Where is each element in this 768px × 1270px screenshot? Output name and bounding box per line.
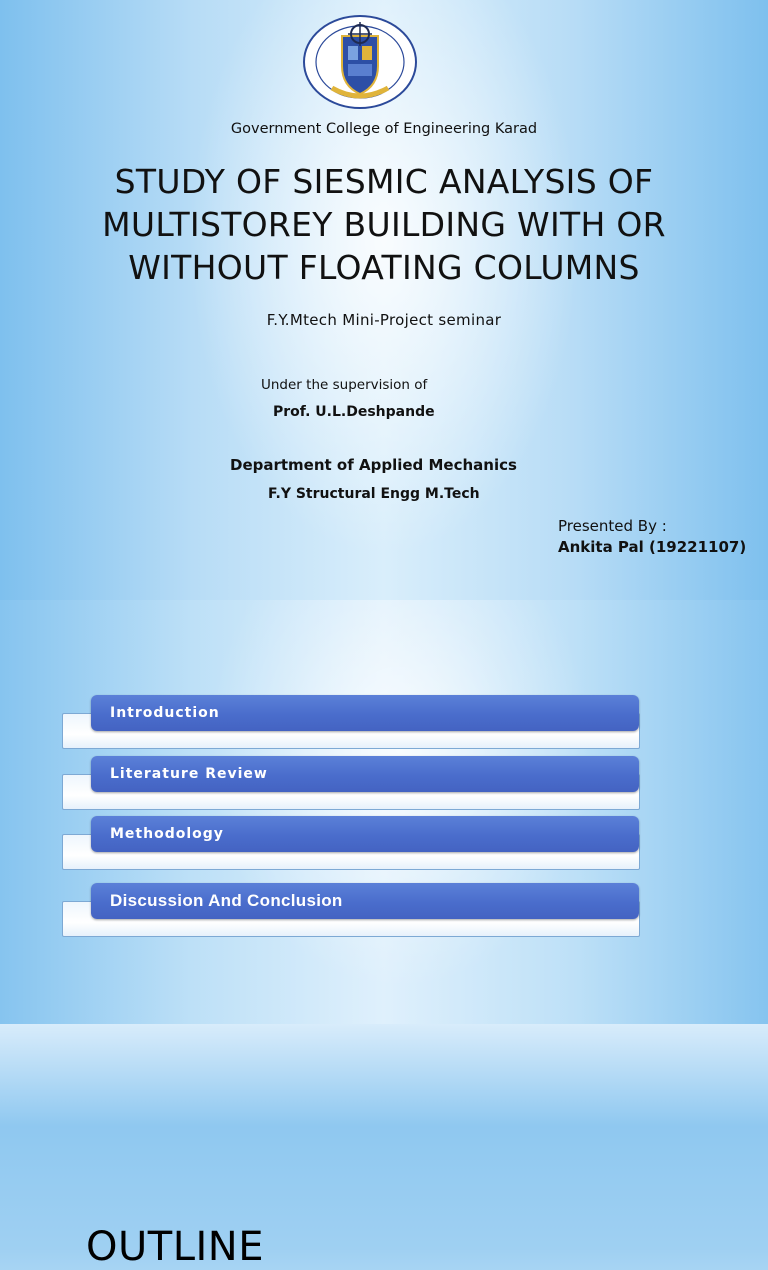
outline-item-discussion-conclusion: Discussion And Conclusion bbox=[91, 883, 639, 919]
outline-item-methodology: Methodology bbox=[91, 816, 639, 852]
presenter-name: Ankita Pal (19221107) bbox=[558, 538, 747, 556]
outline-item bbox=[62, 883, 640, 941]
outline-item bbox=[62, 756, 640, 814]
outline-slide bbox=[0, 600, 768, 1270]
subtitle: F.Y.Mtech Mini-Project seminar bbox=[266, 311, 502, 329]
department-name: Department of Applied Mechanics bbox=[230, 456, 517, 474]
outline-item bbox=[62, 695, 640, 753]
slide-title bbox=[0, 160, 768, 289]
title-line-3: WITHOUT FLOATING COLUMNS bbox=[128, 248, 640, 287]
outline-heading: OUTLINE bbox=[86, 1224, 264, 1270]
program-name: F.Y Structural Engg M.Tech bbox=[268, 486, 480, 502]
supervision-label: Under the supervision of bbox=[261, 377, 428, 393]
presented-by-label: Presented By : bbox=[558, 517, 667, 535]
college-name: Government College of Engineering Karad bbox=[230, 121, 538, 137]
college-logo bbox=[302, 14, 418, 110]
outline-item-literature-review: Literature Review bbox=[91, 756, 639, 792]
outline-item-introduction: Introduction bbox=[91, 695, 639, 731]
title-line-1: STUDY OF SIESMIC ANALYSIS OF bbox=[114, 162, 654, 201]
supervisor-name: Prof. U.L.Deshpande bbox=[273, 404, 435, 420]
title-slide bbox=[0, 0, 768, 600]
title-line-2: MULTISTOREY BUILDING WITH OR bbox=[102, 205, 666, 244]
outline-item bbox=[62, 816, 640, 874]
